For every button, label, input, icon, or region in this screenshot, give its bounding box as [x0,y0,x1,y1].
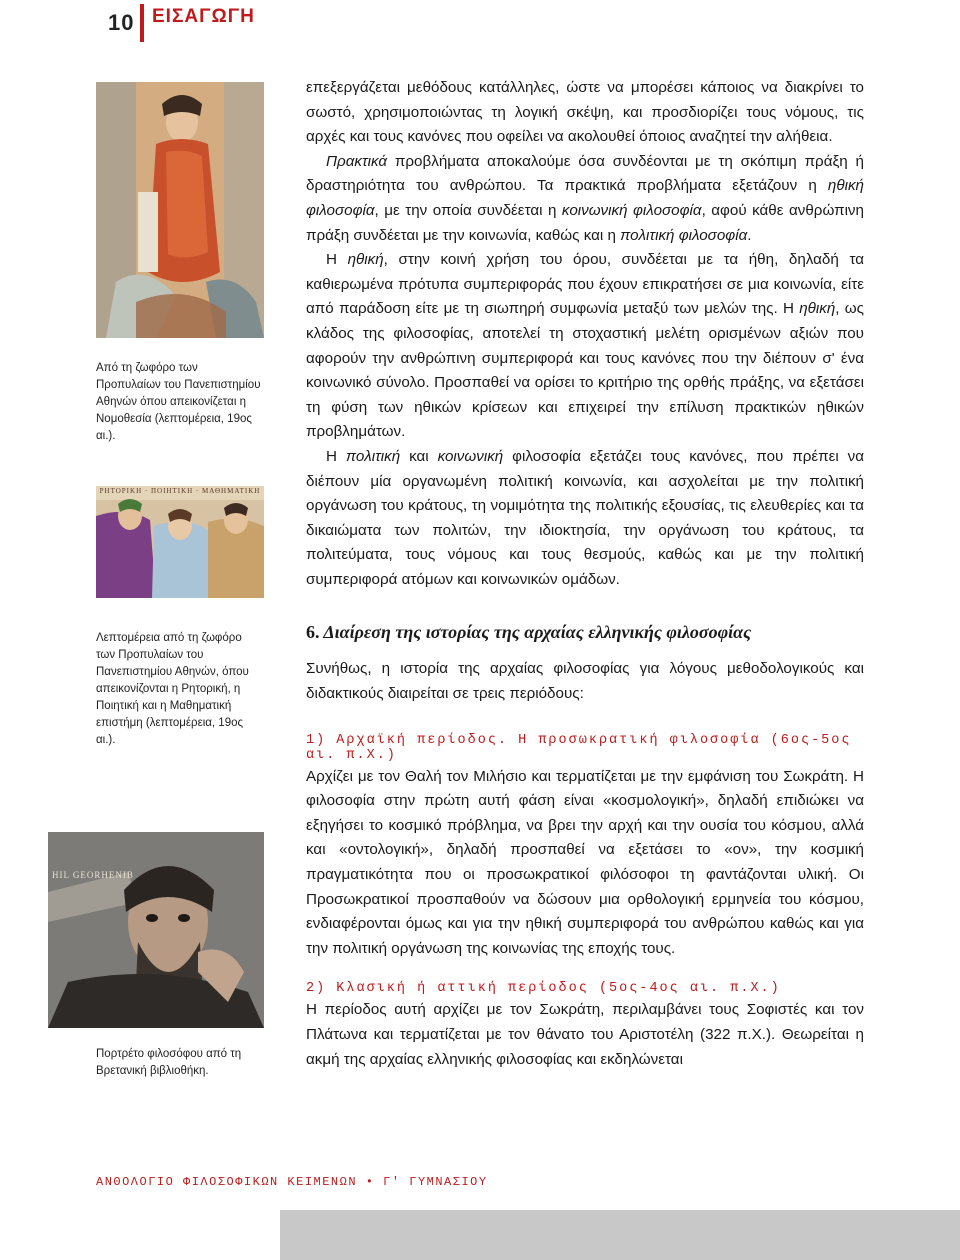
text-span: προβλήματα αποκαλούμε όσα συνδέονται με τη σκόπιμη πράξη ή δραστηριότητα του ανθρώπου. Τα πρακτικά προβλήματα εξετάζουν η [306,152,864,195]
image-caption-frieze: Λεπτομέρεια από τη ζωφόρο των Προπυλαίων του Πανεπιστημίου Αθηνών, όπου απεικονίζονται η Ρητορική, η Ποιητική και η Μαθηματική επιστήμη (λεπτομέρεια, 19ος αι.). [96,632,249,746]
period-1-title: 1) Αρχαϊκή περίοδος. Η προσωκρατική φιλοσοφία (6ος-5ος αι. π.Χ.) [306,732,852,763]
paragraph-ethics [306,248,864,445]
period-2-title: 2) Κλασική ή αττική περίοδος (5ος-4ος αι. π.Χ.) [306,981,781,997]
footer-book-title: ΑΝΘΟΛΟΓΙΟ ΦΙΛΟΣΟΦΙΚΩΝ ΚΕΙΜΕΝΩΝ • Γ' ΓΥΜΝΑΣΙΟΥ [96,1175,488,1189]
portrait-inscription: HIL GEORHENIB [52,870,134,880]
paragraph-continuation: επεξεργάζεται μεθόδους κατάλληλες, ώστε να μπορέσει κάποιος να διακρίνει το σωστό, χρησιμοποιώντας τη λογική σκέψη, και προσδιορίζει τους νόμους, τις αρχές και τους κανόνες που οφείλει να ακολουθεί όποιος αναζητεί την αλήθεια. [306,79,864,146]
page-number: 10 [108,10,135,35]
sidebar-column [0,0,280,1260]
philosopher-portrait-image [48,832,264,1028]
text-span: φιλοσοφία εξετάζει τους κανόνες, που πρέπει να διέπουν μία οργανωμένη πολιτική κοινωνία, και ασχολείται με την πολιτική οργάνωση του κράτους, τη νομιμότητα της πολιτικής εξουσίας, τις ελευθερίες και τα δικαιώματα των πολιτών, την ιδιοκτησία, την οργάνωση του κράτους, τα πολιτεύματα, τους νόμους και τους θεσμούς, καθώς και με την πολιτική συμπεριφορά ατόμων και κοινωνικών ομάδων. [306,447,864,588]
text-span: και [400,447,438,465]
term-ethics: ηθική [799,300,836,318]
paragraph-political-social [306,445,864,593]
term-social: κοινωνική [437,447,504,465]
section-title: ΕΙΣΑΓΩΓΗ [152,6,255,27]
term-practical: Πρακτικά [326,152,388,170]
text-span: , ως κλάδος της φιλοσοφίας, αποτελεί τη στοχαστική μελέτη ορισμένων αξιών που αφορούν την ανθρώπινη συμπεριφορά και τους κανόνες που την διέπουν σ' ένα κοινωνικό σύνολο. Προσπαθεί να ορίσει το κριτήριο της ορθής πράξης, να εξετάσει τη φύση των ηθικών κρίσεων και επιχειρεί την επίλυση πρακτικών ηθικών προβλημάτων. [306,300,864,441]
paragraph-period-1: Αρχίζει με τον Θαλή τον Μιλήσιο και τερματίζεται με την εμφάνιση του Σωκράτη. Η φιλοσοφία στην πρώτη αυτή φάση είναι «κοσμολογική», δηλαδή επιδιώκει να εξηγήσει το κοσμικό πρόβλημα, να βρει την αρχή και την ουσία του κόσμου, αλλά και «οντολογική», δηλαδή προσπαθεί να εξετάσει το «ον», την κοσμική πραγματικότητα που οι προσωκρατικοί φιλόσοφοι τη φαντάζονται υλική. Οι Προσωκρατικοί προσπαθούν να δώσουν μια ορθολογική ερμηνεία του κόσμου, ενδιαφέρονται όμως και για την ηθική συμπεριφορά του ανθρώπου καθώς και για την πολιτική οργάνωση της κοινωνίας της εποχής τους. [306,767,864,957]
section-heading [306,622,864,643]
text-span: , με την οποία συνδέεται η [374,201,562,219]
text-span: Η [326,251,348,269]
paragraph-intro-periods: Συνήθως, η ιστορία της αρχαίας φιλοσοφίας για λόγους μεθοδολογικούς και διδακτικούς διαιρείται σε τρεις περιόδους: [306,660,864,703]
term-ethics: ηθική [347,251,384,269]
text-span: , αφού κάθε ανθρώπινη πράξη συνδέεται με την κοινωνία, καθώς και η [306,201,864,244]
text-span: , στην κοινή χρήση του όρου, συνδέεται με τα ήθη, δηλαδή τα καθιερωμένα πρότυπα συμπεριφοράς που έχουν επικρατήσει σε μια κοινωνία, είτε από παράδοση είτε με τη σιωπηρή συμφωνία μεταξύ των μελών της. Η [306,251,865,318]
section-heading-text: Διαίρεση της ιστορίας της αρχαίας ελληνικής φιλοσοφίας [323,622,752,643]
frieze-arts-image [96,486,264,598]
main-text-column [306,76,864,1072]
text-span: . [747,226,752,244]
image-caption-lawgiving: Από τη ζωφόρο των Προπυλαίων του Πανεπιστημίου Αθηνών όπου απεικονίζεται η Νομοθεσία (λεπτομέρεια, 19ος αι.). [96,362,261,442]
mosaic-lawgiving-image [96,82,264,338]
term-political-philosophy: πολιτική φιλοσοφία [620,226,748,244]
term-social-philosophy: κοινωνική φιλοσοφία [561,201,702,219]
section-number: 6. [306,622,320,643]
paragraph-period-2: Η περίοδος αυτή αρχίζει με τον Σωκράτη, περιλαμβάνει τους Σοφιστές και τον Πλάτωνα και τερματίζεται με τον θάνατο του Αριστοτέλη (322 π.Χ.). Θεωρείται η ακμή της αρχαίας ελληνικής φιλοσοφίας και εκδηλώνεται [306,1001,864,1068]
footer-bar [280,1210,960,1260]
image-caption-portrait: Πορτρέτο φιλοσόφου από τη Βρετανική βιβλιοθήκη. [96,1048,242,1077]
term-political: πολιτική [345,447,401,465]
paragraph-practical-problems [306,150,864,248]
term-ethical-philosophy: ηθική φιλοσοφία [306,177,864,219]
text-span: Η [326,447,346,465]
frieze-inscription: ΡΗΤΟΡΙΚΗ · ΠΟΙΗΤΙΚΗ · ΜΑΘΗΜΑΤΙΚΗ [99,487,261,495]
